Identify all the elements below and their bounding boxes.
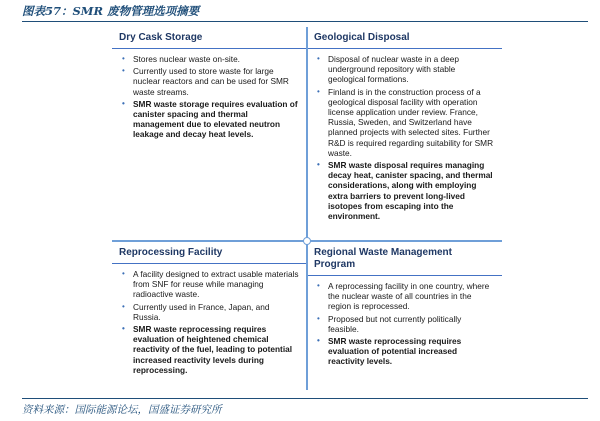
bullet-list xyxy=(119,269,299,375)
bullet-icon: • xyxy=(317,86,320,96)
waste-options-grid xyxy=(112,27,502,390)
source-rule xyxy=(22,398,588,399)
panel-title: Reprocessing Facility xyxy=(119,247,223,258)
bullet-text: A reprocessing facility in one country, where the nuclear waste of all countries in the region is reprocessed. xyxy=(328,281,490,312)
list-item xyxy=(314,281,494,312)
panel-title: Dry Cask Storage xyxy=(119,32,203,43)
panel-title: Geological Disposal xyxy=(314,32,410,43)
panel-dry-cask-storage xyxy=(112,27,307,239)
list-item xyxy=(314,160,494,221)
panel-regional-waste-management xyxy=(307,242,502,390)
bullet-icon: • xyxy=(317,160,320,170)
bullet-list xyxy=(119,54,299,140)
bullet-text: SMR waste reprocessing requires evaluation of heightened chemical reactivity of the fuel, leading to potential increased reactivity levels during reprocessing. xyxy=(133,324,293,375)
list-item xyxy=(314,336,494,367)
bullet-text: Finland is in the construction process of a geological disposal facility with operation license application under review. France, Russia, Sweden, and Switzerland have planned projects with selected sites. Further R&D is required regarding suitability for SMR waste. xyxy=(328,86,494,158)
panel-title: Regional Waste Management Program xyxy=(314,247,452,270)
grid-vertical-divider xyxy=(306,27,308,390)
panel-reprocessing-facility xyxy=(112,242,307,390)
bullet-text: SMR waste disposal requires managing decay heat, canister spacing, and thermal considerations, along with employing extra barriers to prevent long-lived isotopes from escaping into the environment. xyxy=(328,160,493,222)
panel-divider xyxy=(307,275,502,276)
bullet-icon: • xyxy=(122,54,125,63)
bullet-text: SMR waste reprocessing requires evaluation of potential increased reactivity levels. xyxy=(328,336,462,367)
bullet-text: SMR waste storage requires evaluation of canister spacing and thermal management due to elevated neutron leakage and decay heat levels. xyxy=(133,98,298,140)
bullet-icon: • xyxy=(317,313,320,323)
grid-center-marker xyxy=(303,237,311,245)
list-item xyxy=(119,66,299,97)
bullet-list xyxy=(314,281,494,367)
bullet-icon: • xyxy=(122,301,125,311)
bullet-list xyxy=(314,54,494,221)
bullet-icon: • xyxy=(122,269,125,278)
bullet-icon: • xyxy=(317,54,320,63)
list-item xyxy=(119,324,299,375)
bullet-icon: • xyxy=(122,98,125,108)
source-note: 资料来源：国际能源论坛，国盛证券研究所 xyxy=(22,404,222,416)
list-item xyxy=(119,269,299,300)
panel-divider xyxy=(112,48,307,49)
bullet-icon: • xyxy=(122,66,125,76)
figure-title: 图表57：SMR 废物管理选项摘要 xyxy=(22,4,200,18)
bullet-icon: • xyxy=(122,324,125,334)
bullet-text: Stores nuclear waste on-site. xyxy=(133,54,240,64)
bullet-text: Currently used in France, Japan, and Russia. xyxy=(133,301,270,322)
list-item xyxy=(314,54,494,85)
list-item xyxy=(314,314,494,334)
list-item xyxy=(314,87,494,158)
list-item xyxy=(119,54,299,64)
bullet-text: Proposed but not currently politically feasible. xyxy=(328,313,462,334)
bullet-text: Disposal of nuclear waste in a deep underground repository with stable geological formations. xyxy=(328,54,459,85)
bullet-icon: • xyxy=(317,336,320,346)
panel-divider xyxy=(307,48,502,49)
title-rule xyxy=(22,21,588,22)
bullet-text: A facility designed to extract usable materials from SNF for reuse while managing radioactive waste. xyxy=(133,269,299,300)
list-item xyxy=(119,99,299,140)
panel-divider xyxy=(112,263,307,264)
list-item xyxy=(119,302,299,322)
bullet-text: Currently used to store waste for large nuclear reactors and can be used for SMR waste streams. xyxy=(133,66,289,97)
bullet-icon: • xyxy=(317,281,320,290)
panel-geological-disposal xyxy=(307,27,502,239)
